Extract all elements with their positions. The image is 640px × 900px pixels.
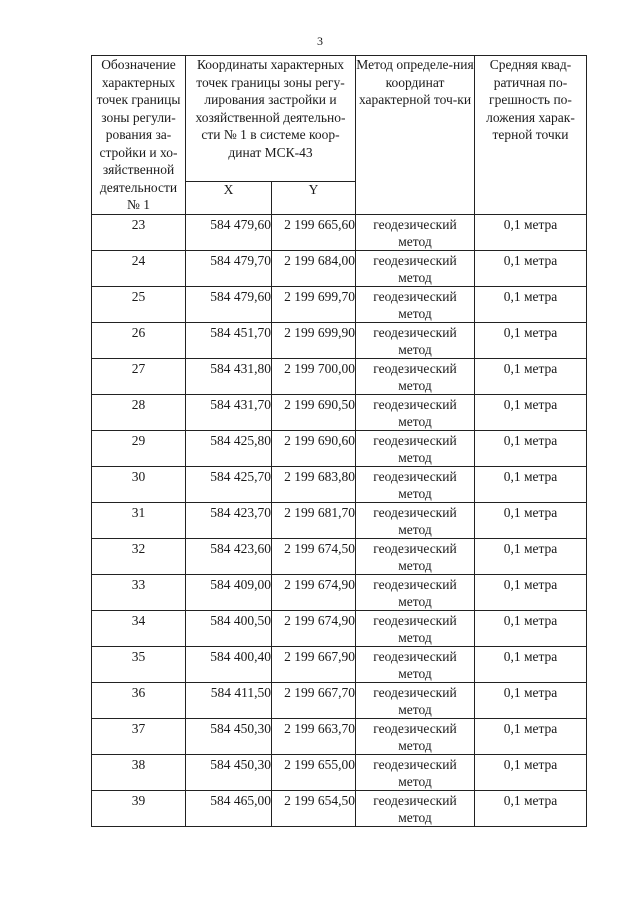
- table-row: [92, 790, 587, 826]
- cell-point: 23: [92, 214, 186, 250]
- cell-x: 584 425,80: [186, 430, 272, 466]
- cell-x: 584 409,00: [186, 574, 272, 610]
- table-row: [92, 682, 587, 718]
- cell-error: 0,1 метра: [475, 574, 587, 610]
- cell-y: 2 199 683,80: [272, 466, 356, 502]
- table-row: [92, 358, 587, 394]
- cell-error: 0,1 метра: [475, 466, 587, 502]
- cell-y: 2 199 690,50: [272, 394, 356, 430]
- cell-y: 2 199 674,90: [272, 574, 356, 610]
- header-point-designation: Обозначение характерных точек границы зоны регули-рования за-стройки и хо-зяйственной деятельности № 1: [92, 56, 186, 215]
- cell-method: геодезический метод: [356, 574, 475, 610]
- cell-x: 584 423,60: [186, 538, 272, 574]
- cell-point: 32: [92, 538, 186, 574]
- cell-point: 30: [92, 466, 186, 502]
- cell-x: 584 479,70: [186, 250, 272, 286]
- cell-method: геодезический метод: [356, 358, 475, 394]
- table-row: [92, 214, 587, 250]
- cell-method: геодезический метод: [356, 322, 475, 358]
- cell-method: геодезический метод: [356, 502, 475, 538]
- header-x: X: [186, 181, 272, 214]
- cell-error: 0,1 метра: [475, 646, 587, 682]
- header-error: Средняя квад-ратичная по-грешность по-ложения харак-терной точки: [475, 56, 587, 215]
- cell-point: 28: [92, 394, 186, 430]
- cell-y: 2 199 655,00: [272, 754, 356, 790]
- cell-method: геодезический метод: [356, 214, 475, 250]
- cell-point: 33: [92, 574, 186, 610]
- cell-point: 36: [92, 682, 186, 718]
- cell-point: 37: [92, 718, 186, 754]
- cell-method: геодезический метод: [356, 610, 475, 646]
- cell-x: 584 450,30: [186, 718, 272, 754]
- cell-error: 0,1 метра: [475, 538, 587, 574]
- cell-method: геодезический метод: [356, 286, 475, 322]
- cell-error: 0,1 метра: [475, 214, 587, 250]
- cell-x: 584 479,60: [186, 214, 272, 250]
- cell-x: 584 431,70: [186, 394, 272, 430]
- header-coordinates: Координаты характерных точек границы зоны регу-лирования застройки и хозяйственной деятельно-сти № 1 в системе коор-динат МСК-43: [186, 56, 356, 182]
- table-row: [92, 718, 587, 754]
- page-number: 3: [317, 34, 323, 48]
- cell-x: 584 450,30: [186, 754, 272, 790]
- cell-point: 26: [92, 322, 186, 358]
- cell-error: 0,1 метра: [475, 718, 587, 754]
- cell-error: 0,1 метра: [475, 682, 587, 718]
- cell-point: 27: [92, 358, 186, 394]
- cell-error: 0,1 метра: [475, 430, 587, 466]
- table-row: [92, 646, 587, 682]
- cell-y: 2 199 674,50: [272, 538, 356, 574]
- cell-method: геодезический метод: [356, 538, 475, 574]
- cell-y: 2 199 674,90: [272, 610, 356, 646]
- cell-y: 2 199 667,90: [272, 646, 356, 682]
- cell-y: 2 199 665,60: [272, 214, 356, 250]
- table-row: [92, 394, 587, 430]
- cell-error: 0,1 метра: [475, 358, 587, 394]
- cell-method: геодезический метод: [356, 718, 475, 754]
- table-row: [92, 610, 587, 646]
- table-body: [92, 214, 587, 826]
- cell-point: 34: [92, 610, 186, 646]
- coordinates-table: [91, 55, 587, 827]
- cell-method: геодезический метод: [356, 790, 475, 826]
- cell-point: 25: [92, 286, 186, 322]
- table-row: [92, 466, 587, 502]
- cell-point: 29: [92, 430, 186, 466]
- cell-y: 2 199 654,50: [272, 790, 356, 826]
- cell-method: геодезический метод: [356, 466, 475, 502]
- table-row: [92, 502, 587, 538]
- cell-x: 584 451,70: [186, 322, 272, 358]
- cell-point: 24: [92, 250, 186, 286]
- cell-error: 0,1 метра: [475, 394, 587, 430]
- cell-method: геодезический метод: [356, 646, 475, 682]
- cell-method: геодезический метод: [356, 754, 475, 790]
- cell-x: 584 425,70: [186, 466, 272, 502]
- cell-x: 584 400,40: [186, 646, 272, 682]
- cell-x: 584 431,80: [186, 358, 272, 394]
- cell-y: 2 199 684,00: [272, 250, 356, 286]
- table-row: [92, 250, 587, 286]
- cell-y: 2 199 690,60: [272, 430, 356, 466]
- cell-error: 0,1 метра: [475, 610, 587, 646]
- cell-x: 584 411,50: [186, 682, 272, 718]
- table-row: [92, 286, 587, 322]
- cell-method: геодезический метод: [356, 682, 475, 718]
- cell-error: 0,1 метра: [475, 754, 587, 790]
- cell-method: геодезический метод: [356, 394, 475, 430]
- cell-error: 0,1 метра: [475, 322, 587, 358]
- cell-x: 584 400,50: [186, 610, 272, 646]
- cell-y: 2 199 681,70: [272, 502, 356, 538]
- cell-y: 2 199 667,70: [272, 682, 356, 718]
- cell-x: 584 479,60: [186, 286, 272, 322]
- cell-point: 38: [92, 754, 186, 790]
- cell-y: 2 199 700,00: [272, 358, 356, 394]
- cell-method: геодезический метод: [356, 430, 475, 466]
- table-row: [92, 322, 587, 358]
- cell-x: 584 465,00: [186, 790, 272, 826]
- header-method: Метод определе-ния координат характерной точ-ки: [356, 56, 475, 215]
- cell-error: 0,1 метра: [475, 286, 587, 322]
- table-row: [92, 538, 587, 574]
- header-y: Y: [272, 181, 356, 214]
- cell-method: геодезический метод: [356, 250, 475, 286]
- cell-y: 2 199 699,90: [272, 322, 356, 358]
- cell-point: 31: [92, 502, 186, 538]
- table-row: [92, 430, 587, 466]
- cell-error: 0,1 метра: [475, 250, 587, 286]
- table-row: [92, 574, 587, 610]
- cell-x: 584 423,70: [186, 502, 272, 538]
- cell-y: 2 199 663,70: [272, 718, 356, 754]
- cell-point: 39: [92, 790, 186, 826]
- cell-point: 35: [92, 646, 186, 682]
- cell-y: 2 199 699,70: [272, 286, 356, 322]
- cell-error: 0,1 метра: [475, 502, 587, 538]
- cell-error: 0,1 метра: [475, 790, 587, 826]
- table-row: [92, 754, 587, 790]
